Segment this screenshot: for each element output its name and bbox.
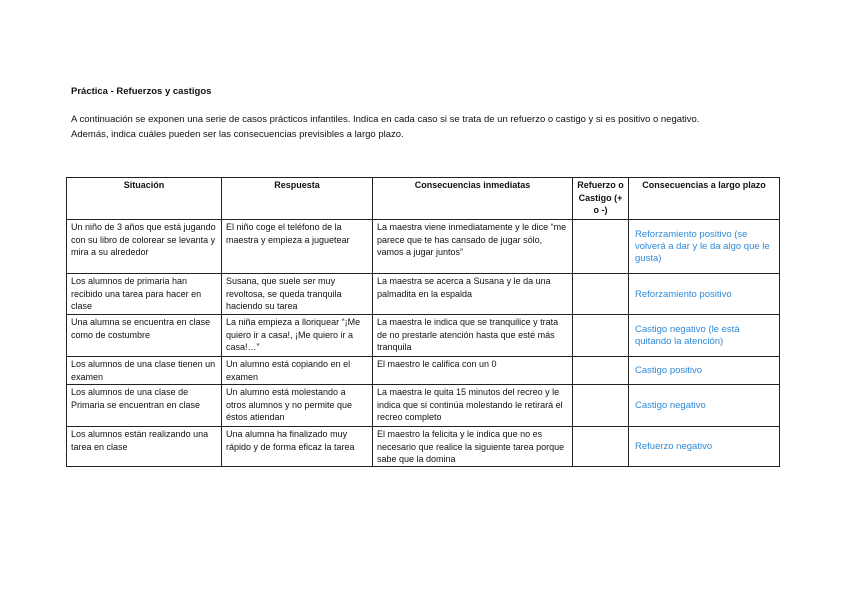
cell-consecuencias-inmediatas: La maestra se acerca a Susana y le da una palmadita en la espalda <box>373 274 573 315</box>
cell-situacion: Los alumnos de una clase de Primaria se encuentran en clase <box>67 385 222 427</box>
header-respuesta: Respuesta <box>222 178 373 220</box>
cell-consecuencias-largo-plazo: Reforzamiento positivo (se volverá a dar y le da algo que le gusta) <box>629 220 780 274</box>
cell-situacion: Los alumnos de primaria han recibido una tarea para hacer en clase <box>67 274 222 315</box>
table-row <box>67 427 780 467</box>
cell-consecuencias-inmediatas: El maestro le califica con un 0 <box>373 357 573 385</box>
cell-consecuencias-largo-plazo: Castigo negativo (le está quitando la atención) <box>629 315 780 357</box>
cell-consecuencias-inmediatas: La maestra le indica que se tranquilice y trata de no prestarle atención hasta que esté más tranquila <box>373 315 573 357</box>
table-row <box>67 385 780 427</box>
cell-consecuencias-largo-plazo: Refuerzo negativo <box>629 427 780 467</box>
cell-refuerzo-castigo <box>573 315 629 357</box>
header-consecuencias-inmediatas: Consecuencias inmediatas <box>373 178 573 220</box>
cell-refuerzo-castigo <box>573 220 629 274</box>
header-refuerzo-castigo: Refuerzo o Castigo (+ o -) <box>573 178 629 220</box>
cell-consecuencias-largo-plazo: Reforzamiento positivo <box>629 274 780 315</box>
cell-respuesta: Un alumno está copiando en el examen <box>222 357 373 385</box>
cell-consecuencias-inmediatas: La maestra le quita 15 minutos del recreo y le indica que si continúa molestando le retirará el recreo completo <box>373 385 573 427</box>
cell-respuesta: Un alumno está molestando a otros alumnos y no permite que éstos atiendan <box>222 385 373 427</box>
page-title: Práctica - Refuerzos y castigos <box>71 86 212 97</box>
cell-respuesta: La niña empieza a lloriquear “¡Me quiero ir a casa!, ¡Me quiero ir a casa!…” <box>222 315 373 357</box>
cases-table <box>66 177 780 467</box>
cell-consecuencias-inmediatas: El maestro la felicita y le indica que no es necesario que realice la siguiente tarea porque sabe que la domina <box>373 427 573 467</box>
cell-situacion: Un niño de 3 años que está jugando con su libro de colorear se levanta y mira a su alrededor <box>67 220 222 274</box>
header-situacion: Situación <box>67 178 222 220</box>
intro-paragraph: A continuación se exponen una serie de casos prácticos infantiles. Indica en cada caso si se trata de un refuerzo o castigo y si es positivo o negativo. Además, indica cuáles pueden ser las consecuencias previsibles a largo plazo. <box>71 114 700 140</box>
table-row <box>67 315 780 357</box>
cell-consecuencias-largo-plazo: Castigo positivo <box>629 357 780 385</box>
cell-respuesta: El niño coge el teléfono de la maestra y empieza a juguetear <box>222 220 373 274</box>
cell-refuerzo-castigo <box>573 385 629 427</box>
cell-refuerzo-castigo <box>573 274 629 315</box>
cell-situacion: Los alumnos están realizando una tarea en clase <box>67 427 222 467</box>
table-row <box>67 274 780 315</box>
table-header-row <box>67 178 780 220</box>
table-row <box>67 220 780 274</box>
header-consecuencias-largo-plazo: Consecuencias a largo plazo <box>629 178 780 220</box>
table-row <box>67 357 780 385</box>
cell-respuesta: Una alumna ha finalizado muy rápido y de forma eficaz la tarea <box>222 427 373 467</box>
cell-situacion: Una alumna se encuentra en clase como de costumbre <box>67 315 222 357</box>
cell-refuerzo-castigo <box>573 427 629 467</box>
cell-respuesta: Susana, que suele ser muy revoltosa, se queda tranquila haciendo su tarea <box>222 274 373 315</box>
cell-situacion: Los alumnos de una clase tienen un examen <box>67 357 222 385</box>
cell-consecuencias-inmediatas: La maestra viene inmediatamente y le dice “me parece que te has cansado de jugar sólo, vamos a jugar juntos” <box>373 220 573 274</box>
cell-refuerzo-castigo <box>573 357 629 385</box>
cell-consecuencias-largo-plazo: Castigo negativo <box>629 385 780 427</box>
